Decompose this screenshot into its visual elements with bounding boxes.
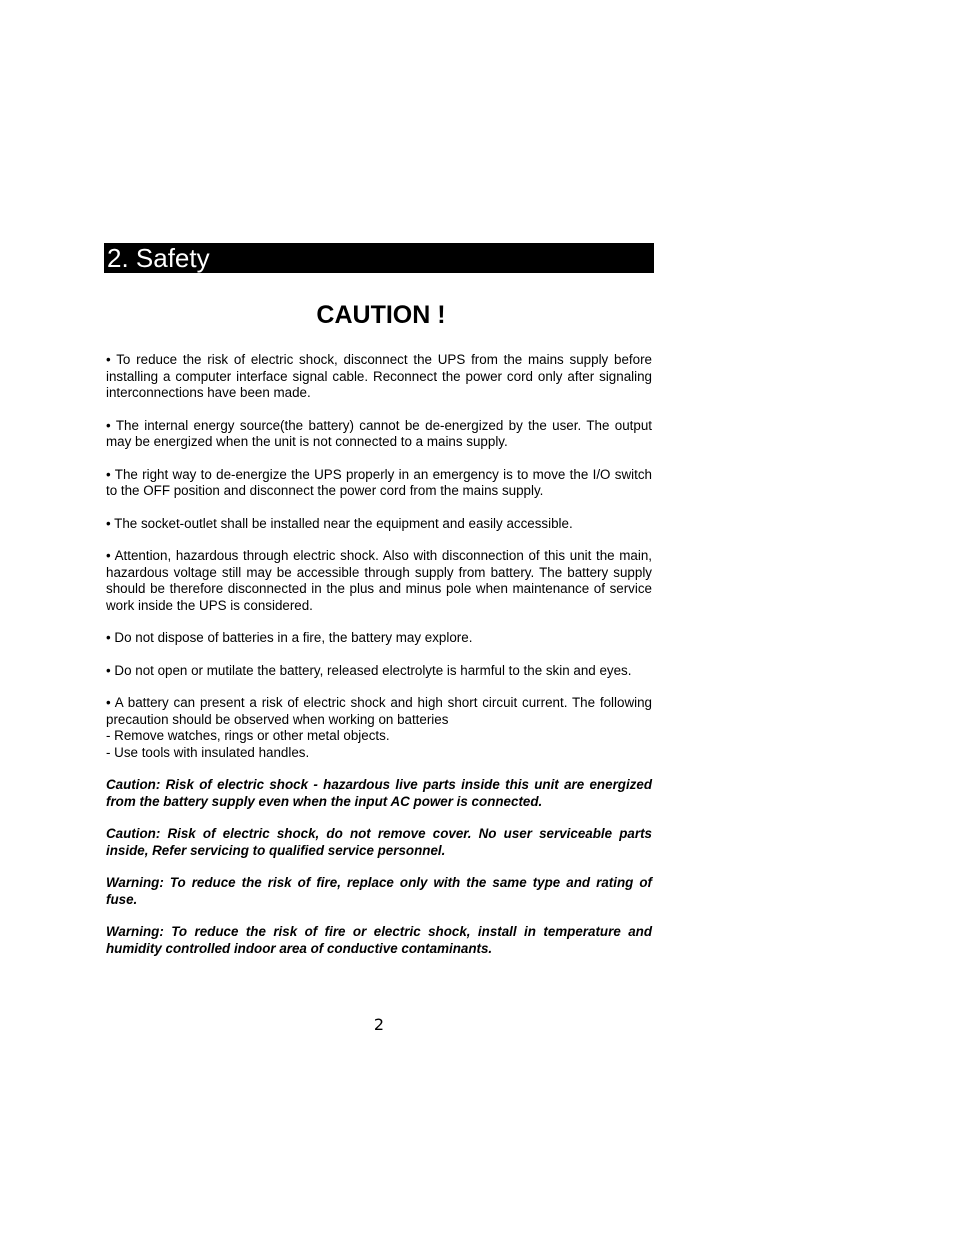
safety-bullet-hazardous-voltage: • Attention, hazardous through electric shock. Also with disconnection of this unit the main, hazardous voltage still may be accessible through supply from battery. The battery supply should be therefore disconnected in the plus and minus pole when maintenance of service work inside the UPS is considered. (106, 548, 652, 613)
safety-bullet-socket-outlet: • The socket-outlet shall be installed near the equipment and easily accessible. (106, 515, 573, 531)
safety-bullet-energy-source: • The internal energy source(the battery) cannot be de-energized by the user. The output may be energized when the unit is not connected to a mains supply. (106, 417, 652, 449)
caution-live-parts: Caution: Risk of electric shock - hazardous live parts inside this unit are energized from the battery supply even when the input AC power is connected. (106, 777, 652, 809)
safety-bullet-interface-cable: • To reduce the risk of electric shock, disconnect the UPS from the mains supply before installing a computer interface signal cable. Reconnect the power cord only after signaling interconnections have been made. (106, 352, 652, 400)
section-title: 2. Safety (107, 243, 210, 273)
safety-content (106, 352, 652, 973)
page-number: 2 (373, 1015, 385, 1034)
battery-precaution-item: - Remove watches, rings or other metal objects. (106, 728, 390, 743)
caution-heading-text: CAUTION ! (316, 301, 446, 329)
safety-bullet-battery-fire: • Do not dispose of batteries in a fire, the battery may explore. (106, 630, 473, 645)
safety-bullet-de-energize: • The right way to de-energize the UPS properly in an emergency is to move the I/O switch to the OFF position and disconnect the power cord from the mains supply. (106, 466, 652, 498)
section-header-bar (104, 243, 654, 273)
safety-bullet-electrolyte: • Do not open or mutilate the battery, released electrolyte is harmful to the skin and eyes. (106, 662, 632, 678)
battery-precaution-intro: • A battery can present a risk of electric shock and high short circuit current. The following precaution should be observed when working on batteries (106, 695, 652, 727)
warning-indoor-area: Warning: To reduce the risk of fire or electric shock, install in temperature and humidity controlled indoor area of conductive contaminants. (106, 924, 652, 956)
safety-bullet-battery-precaution (106, 695, 652, 761)
warning-fuse: Warning: To reduce the risk of fire, replace only with the same type and rating of fuse. (106, 875, 652, 907)
caution-heading (104, 298, 654, 332)
battery-precaution-item: - Use tools with insulated handles. (106, 744, 310, 760)
caution-remove-cover: Caution: Risk of electric shock, do not remove cover. No user serviceable parts inside, Refer servicing to qualified service personnel. (106, 826, 652, 858)
